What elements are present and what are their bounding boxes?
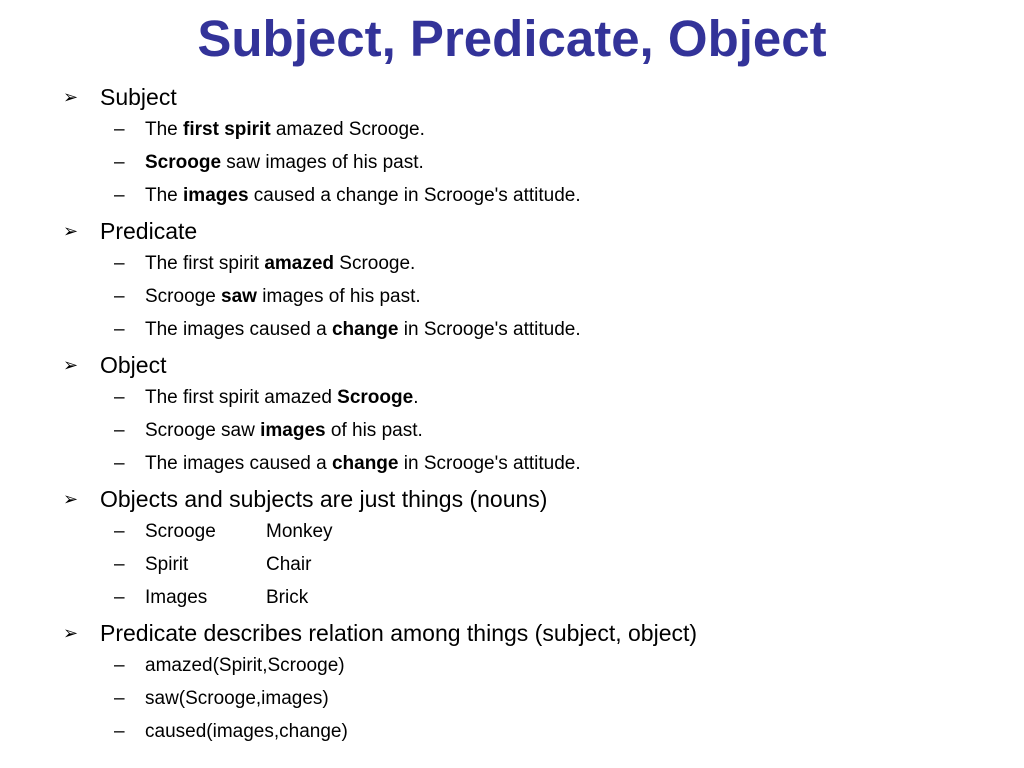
relation-item bbox=[63, 715, 1003, 748]
bullet-nouns bbox=[63, 483, 1003, 515]
arrow-bullet-icon: ➢ bbox=[63, 489, 79, 509]
noun-right: Brick bbox=[266, 587, 309, 608]
dash-marker: – bbox=[114, 387, 125, 408]
sub-item-text: The first spirit amazed bbox=[145, 387, 338, 408]
relation-text: caused(images,change) bbox=[145, 721, 348, 742]
noun-pair bbox=[63, 581, 1003, 614]
dash-marker: – bbox=[114, 286, 125, 307]
arrow-bullet-icon: ➢ bbox=[63, 623, 79, 643]
slide-title: Subject, Predicate, Object bbox=[197, 10, 827, 67]
highlight-word: Scrooge bbox=[337, 387, 414, 408]
bullet-relations bbox=[63, 617, 1003, 649]
sub-item-text: of his past. bbox=[325, 420, 423, 441]
noun-left: Images bbox=[145, 587, 208, 608]
dash-marker: – bbox=[114, 185, 125, 206]
noun-right: Monkey bbox=[266, 521, 333, 542]
dash-marker: – bbox=[114, 721, 125, 742]
sub-item-text: The images caused a bbox=[145, 453, 332, 474]
relation-text: saw(Scrooge,images) bbox=[145, 688, 329, 709]
sub-item bbox=[63, 113, 1003, 146]
noun-pair bbox=[63, 548, 1003, 581]
highlight-word: images bbox=[183, 185, 249, 206]
dash-marker: – bbox=[114, 319, 125, 340]
sub-item-text: Scrooge. bbox=[334, 253, 416, 274]
dash-marker: – bbox=[114, 554, 125, 575]
sub-item-text: The bbox=[145, 119, 184, 140]
sub-item bbox=[63, 414, 1003, 447]
noun-right: Chair bbox=[266, 554, 312, 575]
bullet-text: Predicate describes relation among things (subject, object) bbox=[100, 620, 698, 646]
sub-item bbox=[63, 313, 1003, 346]
dash-marker: – bbox=[114, 655, 125, 676]
dash-marker: – bbox=[114, 152, 125, 173]
dash-marker: – bbox=[114, 453, 125, 474]
sub-item-text: The bbox=[145, 185, 184, 206]
sub-item-text: amazed Scrooge. bbox=[270, 119, 425, 140]
slide-content bbox=[63, 81, 1003, 748]
sub-item-text: caused a change in Scrooge's attitude. bbox=[248, 185, 581, 206]
arrow-bullet-icon: ➢ bbox=[63, 221, 79, 241]
arrow-bullet-icon: ➢ bbox=[63, 87, 79, 107]
bullet-text: Object bbox=[100, 352, 167, 378]
highlight-word: saw bbox=[221, 286, 257, 307]
sub-item bbox=[63, 381, 1003, 414]
sub-item-text: The images caused a bbox=[145, 319, 332, 340]
bullet-text: Subject bbox=[100, 84, 177, 110]
arrow-bullet-icon: ➢ bbox=[63, 355, 79, 375]
dash-marker: – bbox=[114, 253, 125, 274]
sub-item bbox=[63, 179, 1003, 212]
sub-item bbox=[63, 247, 1003, 280]
sub-item-text: . bbox=[413, 387, 419, 408]
dash-marker: – bbox=[114, 521, 125, 542]
relation-text: amazed(Spirit,Scrooge) bbox=[145, 655, 345, 676]
sub-item bbox=[63, 146, 1003, 179]
sub-item-text: Scrooge bbox=[145, 286, 222, 307]
sub-item bbox=[63, 280, 1003, 313]
sub-item bbox=[63, 447, 1003, 480]
bullet-predicate bbox=[63, 215, 1003, 247]
dash-marker: – bbox=[114, 119, 125, 140]
bullet-text: Objects and subjects are just things (nouns) bbox=[100, 486, 548, 512]
highlight-word: images bbox=[260, 420, 326, 441]
highlight-word: change bbox=[331, 453, 399, 474]
relation-item bbox=[63, 682, 1003, 715]
highlight-word: amazed bbox=[264, 253, 335, 274]
noun-left: Scrooge bbox=[145, 521, 216, 542]
highlight-word: change bbox=[331, 319, 399, 340]
sub-item-text: in Scrooge's attitude. bbox=[398, 319, 581, 340]
bullet-text: Predicate bbox=[100, 218, 198, 244]
dash-marker: – bbox=[114, 420, 125, 441]
bullet-object bbox=[63, 349, 1003, 381]
highlight-word: Scrooge bbox=[145, 152, 222, 173]
sub-item-text: The first spirit bbox=[145, 253, 265, 274]
dash-marker: – bbox=[114, 688, 125, 709]
sub-item-text: saw images of his past. bbox=[221, 152, 424, 173]
noun-left: Spirit bbox=[145, 554, 189, 575]
bullet-subject bbox=[63, 81, 1003, 113]
dash-marker: – bbox=[114, 587, 125, 608]
sub-item-text: in Scrooge's attitude. bbox=[398, 453, 581, 474]
relation-item bbox=[63, 649, 1003, 682]
highlight-word: first spirit bbox=[183, 119, 271, 140]
sub-item-text: images of his past. bbox=[256, 286, 421, 307]
noun-pair bbox=[63, 515, 1003, 548]
sub-item-text: Scrooge saw bbox=[145, 420, 261, 441]
